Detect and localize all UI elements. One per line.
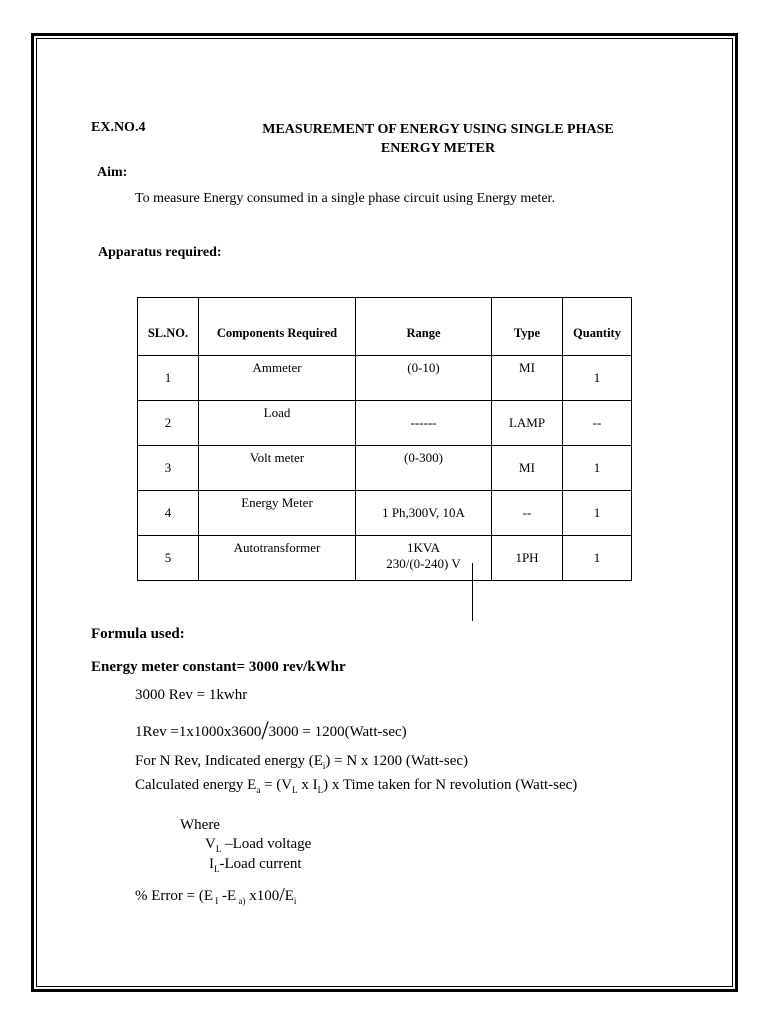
formula-text: x100 xyxy=(245,888,280,904)
formula-line xyxy=(135,777,577,795)
cell-qty: 1 xyxy=(563,536,632,581)
formula-subscript: a) xyxy=(236,896,246,906)
formula-line: 3000 Rev = 1kwhr xyxy=(135,687,248,703)
formula-text: 3000 = 1200(Watt-sec) xyxy=(268,724,407,740)
formula-text: % Error = (E xyxy=(135,888,214,904)
table-header-row xyxy=(138,298,632,356)
formula-text: -Load current xyxy=(219,856,302,872)
formula-text: ) = N x 1200 (Watt-sec) xyxy=(325,753,468,769)
formula-text: -E xyxy=(218,888,237,904)
formula-subscript: a xyxy=(256,785,261,795)
table-row xyxy=(138,491,632,536)
cell-range: ------ xyxy=(356,401,492,446)
title-line-1: MEASUREMENT OF ENERGY USING SINGLE PHASE xyxy=(262,122,614,137)
page-title xyxy=(218,120,658,158)
cell-component: Load xyxy=(199,401,356,446)
cell-qty: 1 xyxy=(563,446,632,491)
cell-range: (0-10) xyxy=(356,356,492,401)
formula-text: E xyxy=(284,888,294,904)
aim-text: To measure Energy consumed in a single phase circuit using Energy meter. xyxy=(135,191,555,206)
formula-subscript: L xyxy=(292,785,298,795)
error-formula xyxy=(135,884,296,907)
range-line-2: 230/(0-240) V xyxy=(386,556,461,571)
cell-type: -- xyxy=(492,491,563,536)
aim-heading: Aim: xyxy=(97,165,128,180)
formula-text: V xyxy=(205,836,216,852)
table-row xyxy=(138,446,632,491)
cell-type: MI xyxy=(492,356,563,401)
formula-text: –Load voltage xyxy=(221,836,312,852)
formula-line xyxy=(135,753,468,771)
cell-sl: 1 xyxy=(138,356,199,401)
column-header: SL.NO. xyxy=(138,298,199,356)
cell-qty: 1 xyxy=(563,491,632,536)
column-header: Components Required xyxy=(199,298,356,356)
cell-sl: 2 xyxy=(138,401,199,446)
formula-text: x I xyxy=(297,777,318,793)
table-row xyxy=(138,401,632,446)
cell-sl: 4 xyxy=(138,491,199,536)
cell-type: LAMP xyxy=(492,401,563,446)
formula-text: For N Rev, Indicated energy (E xyxy=(135,753,323,769)
formula-text: 1Rev =1x1000x3600 xyxy=(135,724,262,740)
column-header: Type xyxy=(492,298,563,356)
formula-subscript: i xyxy=(322,761,326,771)
apparatus-heading: Apparatus required: xyxy=(98,245,222,260)
column-header: Quantity xyxy=(563,298,632,356)
cell-component: Autotransformer xyxy=(199,536,356,581)
formula-text: I xyxy=(209,856,214,872)
formula-text: ) x Time taken for N revolution (Watt-sec) xyxy=(323,777,578,793)
cell-component: Energy Meter xyxy=(199,491,356,536)
stray-vertical-line xyxy=(472,563,473,621)
formula-subscript: I xyxy=(213,896,219,906)
cell-range: 1 Ph,300V, 10A xyxy=(356,491,492,536)
table-row xyxy=(138,536,632,581)
where-item xyxy=(205,836,311,854)
formula-subscript: L xyxy=(214,864,220,874)
formula-text: = (V xyxy=(260,777,293,793)
formula-slash: / xyxy=(279,884,285,906)
cell-sl: 3 xyxy=(138,446,199,491)
apparatus-table xyxy=(137,297,632,581)
cell-component: Volt meter xyxy=(199,446,356,491)
formula-slash: / xyxy=(261,716,269,745)
cell-range: (0-300) xyxy=(356,446,492,491)
column-header: Range xyxy=(356,298,492,356)
range-line-1: 1KVA xyxy=(407,540,440,555)
where-label: Where xyxy=(180,817,220,833)
cell-component: Ammeter xyxy=(199,356,356,401)
energy-meter-constant: Energy meter constant= 3000 rev/kWhr xyxy=(91,659,346,675)
title-line-2: ENERGY METER xyxy=(380,141,496,156)
cell-type: MI xyxy=(492,446,563,491)
where-item xyxy=(209,856,302,874)
table-row xyxy=(138,356,632,401)
formula-line xyxy=(135,716,407,746)
cell-qty: 1 xyxy=(563,356,632,401)
formula-heading: Formula used: xyxy=(91,626,185,642)
formula-subscript: L xyxy=(317,785,324,795)
cell-type: 1PH xyxy=(492,536,563,581)
formula-text: Calculated energy E xyxy=(135,777,257,793)
exercise-number: EX.NO.4 xyxy=(91,120,146,135)
formula-subscript: i xyxy=(293,896,297,906)
cell-sl: 5 xyxy=(138,536,199,581)
formula-subscript: L xyxy=(215,844,222,854)
cell-qty: -- xyxy=(563,401,632,446)
